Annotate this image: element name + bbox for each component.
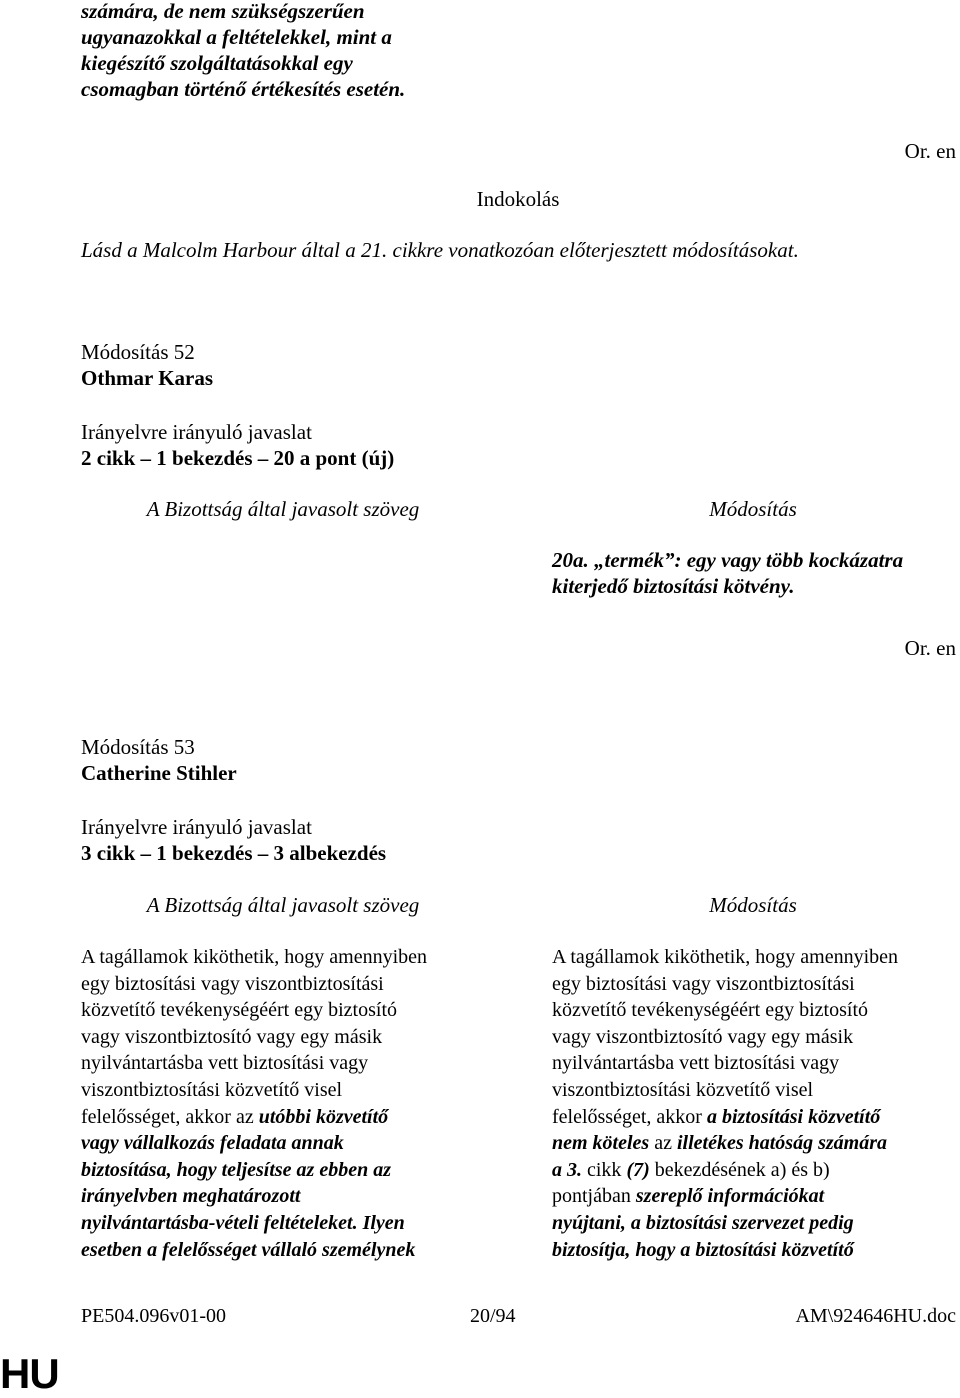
text-line: [81, 1104, 491, 1131]
amendment-author: Catherine Stihler: [81, 761, 237, 785]
top-line: ugyanazokkal a feltételekkel, mint a: [81, 25, 392, 49]
text-line: [552, 1157, 960, 1184]
commission-text-heading: A Bizottság által javasolt szöveg: [146, 497, 420, 521]
amendment-heading: Módosítás: [709, 497, 797, 521]
proposal-label: Irányelvre irányuló javaslat: [81, 420, 312, 444]
text-run: az: [649, 1132, 677, 1155]
amendment-text-line: 20a. „termék”: egy vagy több kockázatra: [552, 548, 904, 572]
top-line: csomagban történő értékesítés esetén.: [81, 77, 406, 101]
text-line: biztosítása, hogy teljesítse az ebben az: [81, 1158, 391, 1181]
footer-file-name: AM\924646HU.doc: [795, 1305, 956, 1327]
footer-page-number: 20/94: [470, 1305, 516, 1327]
amendment-text-column: [552, 944, 960, 1263]
changed-text-run: (7): [626, 1158, 650, 1181]
text-run: felelősséget, akkor az: [81, 1105, 259, 1128]
text-line: A tagállamok kiköthetik, hogy amennyiben: [81, 946, 428, 968]
text-line: [552, 1104, 960, 1131]
text-line: nyilvántartásba-vételi feltételeket. Ilyen: [81, 1211, 405, 1234]
text-run: felelősséget, akkor: [552, 1105, 707, 1128]
text-line: egy biztosítási vagy viszontbiztosítási: [81, 972, 384, 995]
text-line: vagy viszontbiztosító vagy egy másik: [81, 1025, 383, 1048]
changed-text-run: szereplő információkat: [635, 1185, 825, 1208]
text-line: esetben a felelősséget vállaló személynek: [81, 1238, 416, 1261]
changed-text-run: a biztosítási közvetítő: [706, 1105, 881, 1128]
text-run: pontjában: [552, 1185, 636, 1208]
text-line: viszontbiztosítási közvetítő visel: [81, 1078, 343, 1101]
text-line: vagy vállalkozás feladata annak: [81, 1132, 344, 1155]
text-run: bekezdésének a) és b): [649, 1158, 830, 1181]
original-language-label: Or. en: [904, 636, 956, 660]
footer-doc-code: PE504.096v01-00: [81, 1305, 226, 1327]
text-line: viszontbiztosítási közvetítő visel: [552, 1078, 814, 1101]
text-line: közvetítő tevékenységéért egy biztosító: [81, 999, 398, 1022]
changed-text-run: nem köteles: [552, 1132, 650, 1155]
changed-text-run: illetékes hatóság számára: [676, 1132, 887, 1155]
commission-text-column: [81, 944, 491, 1263]
amendment-heading: Módosítás: [709, 893, 797, 917]
text-line: biztosítja, hogy a biztosítási közvetítő: [552, 1238, 854, 1261]
text-line: nyilvántartásba vett biztosítási vagy: [81, 1052, 369, 1075]
amendment-author: Othmar Karas: [81, 366, 214, 390]
changed-text-run: a 3.: [552, 1158, 582, 1181]
text-run: cikk: [582, 1158, 627, 1181]
text-line: irányelvben meghatározott: [81, 1185, 301, 1208]
text-line: nyilvántartásba vett biztosítási vagy: [552, 1052, 840, 1075]
justification-text: Lásd a Malcolm Harbour által a 21. cikkre vonatkozóan előterjesztett módosításokat.: [81, 238, 799, 262]
text-line: nyújtani, a biztosítási szervezet pedig: [552, 1211, 854, 1234]
text-line: közvetítő tevékenységéért egy biztosító: [552, 999, 869, 1022]
text-line: A tagállamok kiköthetik, hogy amennyiben: [552, 946, 899, 968]
article-reference: 2 cikk – 1 bekezdés – 20 a pont (új): [81, 446, 395, 470]
text-line: [552, 1183, 960, 1210]
text-line: vagy viszontbiztosító vagy egy másik: [552, 1025, 854, 1048]
amendment-text-line: kiterjedő biztosítási kötvény.: [552, 574, 795, 598]
article-reference: 3 cikk – 1 bekezdés – 3 albekezdés: [81, 841, 387, 865]
amendment-number: Módosítás 52: [81, 340, 195, 364]
justification-title: Indokolás: [476, 187, 560, 211]
text-line: egy biztosítási vagy viszontbiztosítási: [552, 972, 855, 995]
deleted-text-run: utóbbi közvetítő: [258, 1105, 389, 1128]
commission-text-heading: A Bizottság által javasolt szöveg: [146, 893, 420, 917]
proposal-label: Irányelvre irányuló javaslat: [81, 815, 312, 839]
language-code: HU: [0, 1350, 59, 1397]
original-language-label: Or. en: [904, 139, 956, 163]
text-line: [552, 1130, 960, 1157]
amendment-number: Módosítás 53: [81, 735, 195, 759]
top-line: számára, de nem szükségszerűen: [81, 0, 365, 23]
top-line: kiegészítő szolgáltatásokkal egy: [81, 51, 353, 75]
